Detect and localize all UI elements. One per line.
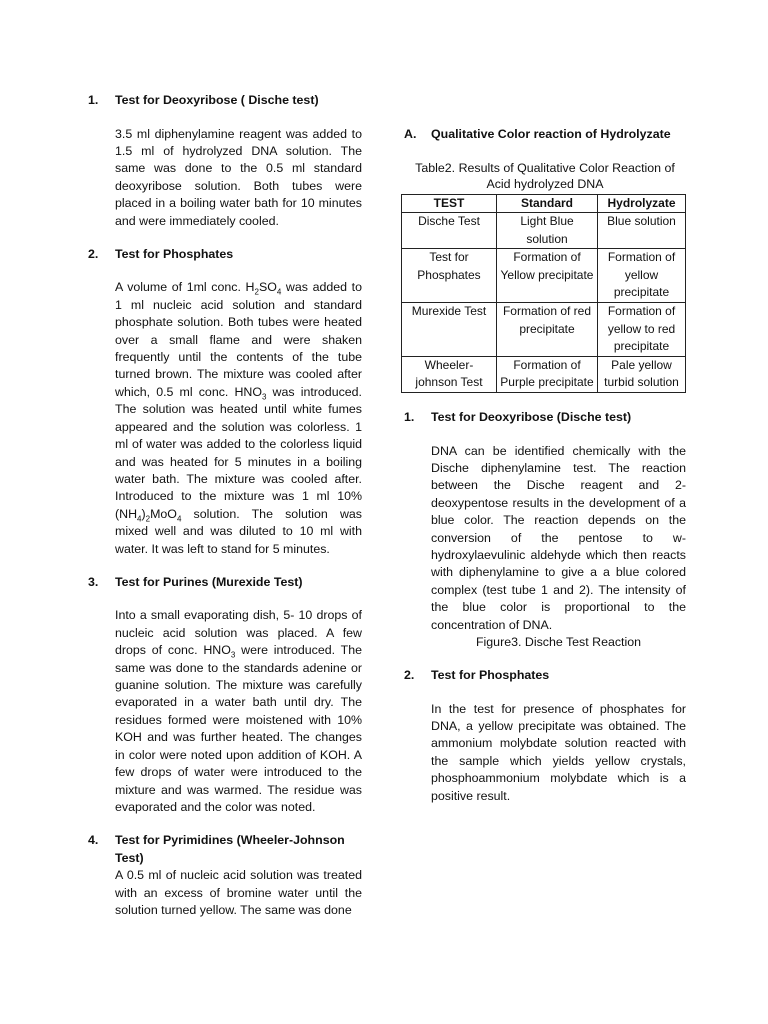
paragraph-pyrimidines-method: A 0.5 ml of nucleic acid solution was treated with an excess of bromine water until the solution turned yellow. The same was done <box>115 868 362 918</box>
table-header-cell: Standard <box>497 194 598 213</box>
table-cell: Test for Phosphates <box>402 249 497 303</box>
paragraph-deoxyribose-results: DNA can be identified chemically with the Dische diphenylamine test. The reaction between the Dische reagent and 2-deoxypentose results in the development of a blue color. The reaction depends on the conversion of the pentose to w-hydroxylaevulinic aldehyde which then reacts with diphenylamine to give a a blue colored complex (test tube 1 and 2). The intensity of the blue color is proportional to the concentration of DNA. <box>431 443 686 632</box>
table-cell: Pale yellow turbid solution <box>598 356 686 392</box>
section-number: 4. <box>88 833 99 848</box>
table-caption: Table2. Results of Qualitative Color Reaction of Acid hydrolyzed DNA <box>415 160 675 191</box>
table-row <box>402 356 686 392</box>
results-table <box>401 194 686 394</box>
table-cell: Wheeler-johnson Test <box>402 356 497 392</box>
section-number: 2. <box>88 246 99 261</box>
section-number: 2. <box>404 668 415 682</box>
table-cell: Formation of red precipitate <box>497 303 598 357</box>
table-cell: Formation of yellow to red precipitate <box>598 303 686 357</box>
section-heading-pyrimidines <box>88 832 362 867</box>
section-title: Qualitative Color reaction of Hydrolyzate <box>431 127 671 141</box>
section-number: A. <box>404 127 417 141</box>
table-row <box>402 303 686 357</box>
section-title: Test for Pyrimidines (Wheeler-Johnson Test) <box>115 833 345 865</box>
paragraph-purines-method: Into a small evaporating dish, 5- 10 drops of nucleic acid solution was placed. A few drops of conc. $HNO_3$ were introduced. The same was done to the standards adenine or guanine solution. The mixture was carefully evaporated in a water bath until dry. The residues formed were moistened with 10% KOH and was further heated. The changes in color were noted upon addition of KOH. A few drops of water were introduced to the mixture and was warmed. The residue was evaporated and the color was noted. <box>115 608 362 814</box>
table-header-row <box>402 194 686 213</box>
table-cell: Blue solution <box>598 213 686 249</box>
table-header-cell: TEST <box>402 194 497 213</box>
right-column <box>404 126 686 805</box>
section-title: Test for Purines (Murexide Test) <box>115 574 303 589</box>
table-header-cell: Hydrolyzate <box>598 194 686 213</box>
paragraph-deoxyribose-method: 3.5 ml diphenylamine reagent was added to 1.5 ml of hydrolyzed DNA solution. The same was done to the 0.5 ml standard deoxyribose solution. Both tubes were placed in a boiling water bath for 10 minutes and were immediately cooled. <box>115 126 362 228</box>
section-title: Test for Deoxyribose (Dische test) <box>431 410 632 425</box>
section-heading-qualitative-color <box>404 126 686 144</box>
table-cell: Formation of Purple precipitate <box>497 356 598 392</box>
left-column <box>88 92 362 920</box>
section-number: 3. <box>88 574 99 589</box>
table-cell: Dische Test <box>402 213 497 249</box>
section-heading-deoxyribose-results <box>404 409 686 427</box>
section-heading-phosphates-results <box>404 667 686 685</box>
section-heading-purines <box>88 574 362 592</box>
section-number: 1. <box>404 410 415 425</box>
section-number: 1. <box>88 93 99 107</box>
section-title: Test for Deoxyribose ( Dische test) <box>115 93 319 107</box>
table-cell: Formation of yellow precipitate <box>598 249 686 303</box>
section-heading-phosphates <box>88 246 362 264</box>
table-cell: Murexide Test <box>402 303 497 357</box>
paragraph-phosphates-results: In the test for presence of phosphates for DNA, a yellow precipitate was obtained. The ammonium molybdate solution reacted with the sample which yields yellow crystals, phosphoammonium molybdate which is a positive result. <box>431 701 686 803</box>
paragraph-phosphates-method: A volume of 1ml conc. $H_2SO_4$ was added to 1 ml nucleic acid solution and standard phosphate solution. Both tubes were heated over a small flame and were shaken frequently until the contents of the tube turned brown. The mixture was cooled after which, 0.5 ml conc. $HNO_3$ was introduced. The solution was heated until white fumes appeared and the solution was colorless. 1 ml of water was added to the colorless liquid and was heated for 5 minutes in a boiling water bath. The mixture was cooled after. Introduced to the mixture was 1 ml 10% $(NH_4)_2MoO_4$ solution. The solution was mixed well and was diluted to 10 ml with water. It was left to stand for 5 minutes. <box>115 280 363 556</box>
table-row <box>402 213 686 249</box>
section-heading-deoxyribose <box>88 92 362 110</box>
section-title: Test for Phosphates <box>115 246 234 261</box>
table-row <box>402 249 686 303</box>
section-title: Test for Phosphates <box>431 668 550 682</box>
table-cell: Light Blue solution <box>497 213 598 249</box>
table-cell: Formation of Yellow precipitate <box>497 249 598 303</box>
figure-caption: Figure3. Dische Test Reaction <box>475 635 642 649</box>
